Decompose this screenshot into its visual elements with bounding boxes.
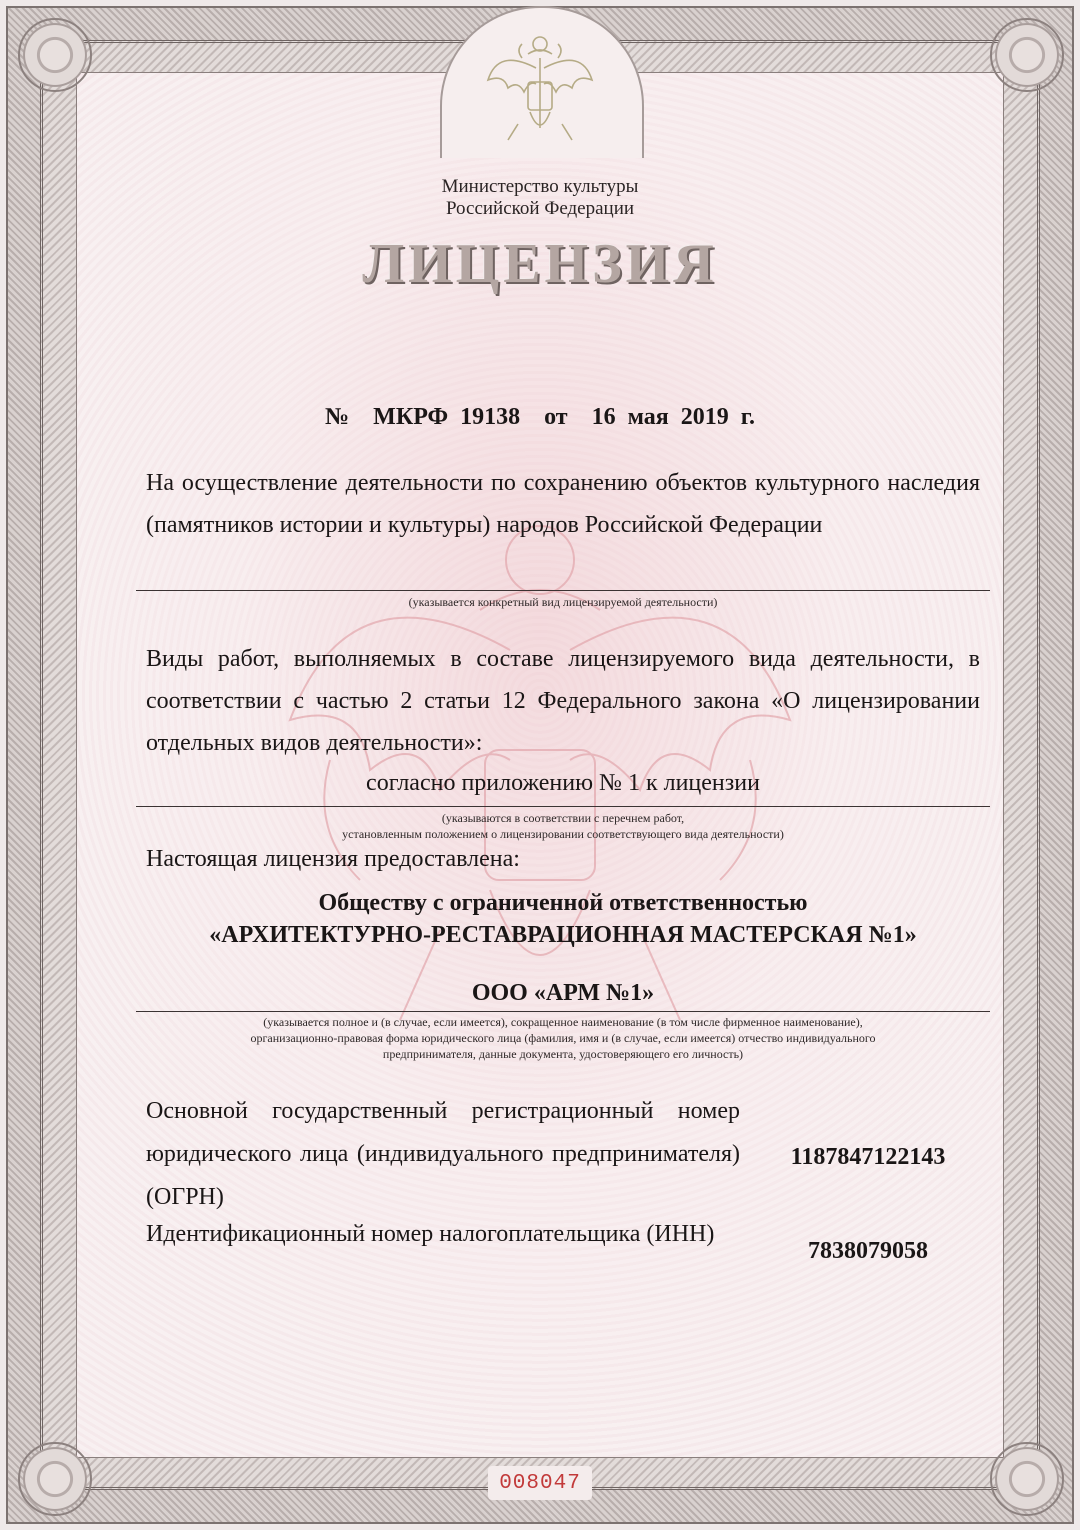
number-sign: № — [325, 404, 350, 430]
corner-ornament-top-left — [18, 18, 92, 92]
grantee-caption-line1: (указывается полное и (в случае, если имеется), сокращенное наименование (в том числе фирменное наименование), — [263, 1015, 863, 1029]
activity-underline — [136, 590, 990, 591]
ogrn-label: Основной государственный регистрационный номер юридического лица (индивидуального предпринимателя) (ОГРН) — [146, 1098, 740, 1210]
document-title: ЛИЦЕНЗИЯ — [362, 233, 718, 295]
works-underline — [136, 806, 990, 807]
coat-of-arms-icon — [478, 28, 602, 148]
license-number: МКРФ 19138 — [373, 404, 521, 430]
works-caption-line2: установленным положением о лицензировании соответствующего вида деятельности) — [342, 827, 784, 841]
works-text: Виды работ, выполняемых в составе лицензируемого вида деятельности, в соответствии с частью 2 статьи 12 Федерального закона «О лицензировании отдельных видов деятельности»: — [146, 646, 980, 756]
activity-caption: (указывается конкретный вид лицензируемой деятельности) — [408, 595, 718, 609]
ogrn-value: 1187847122143 — [790, 1144, 946, 1170]
license-number-line — [0, 404, 1080, 431]
inn-value: 7838079058 — [808, 1238, 928, 1264]
grantee-full-name-line2: «АРХИТЕКТУРНО-РЕСТАВРАЦИОННАЯ МАСТЕРСКАЯ №1» — [209, 922, 917, 948]
from-label: от — [544, 404, 568, 430]
ministry-name-line1: Министерство культуры — [441, 176, 639, 197]
grantee-short-name: ООО «АРМ №1» — [471, 980, 655, 1006]
activity-text: На осуществление деятельности по сохранению объектов культурного наследия (памятников истории и культуры) народов Российской Федерации — [146, 470, 980, 538]
serial-number: 008047 — [499, 1472, 581, 1495]
ministry-name-line2: Российской Федерации — [445, 198, 635, 219]
grantee-intro: Настоящая лицензия предоставлена: — [146, 846, 520, 872]
works-caption-line1: (указываются в соответствии с перечнем работ, — [441, 811, 685, 825]
license-date: 16 мая 2019 г. — [591, 404, 755, 430]
works-value: согласно приложению № 1 к лицензии — [366, 770, 760, 796]
grantee-underline — [136, 1011, 990, 1012]
grantee-caption-line2: организационно-правовая форма юридического лица (фамилия, имя и (в случае, если имеется) отчество индивидуального — [250, 1031, 876, 1045]
grantee-caption-line3: предпринимателя, данные документа, удостоверяющего его личность) — [382, 1047, 744, 1061]
inn-label: Идентификационный номер налогоплательщика (ИНН) — [146, 1221, 715, 1247]
grantee-full-name-line1: Обществу с ограниченной ответственностью — [318, 890, 808, 916]
corner-ornament-top-right — [990, 18, 1064, 92]
